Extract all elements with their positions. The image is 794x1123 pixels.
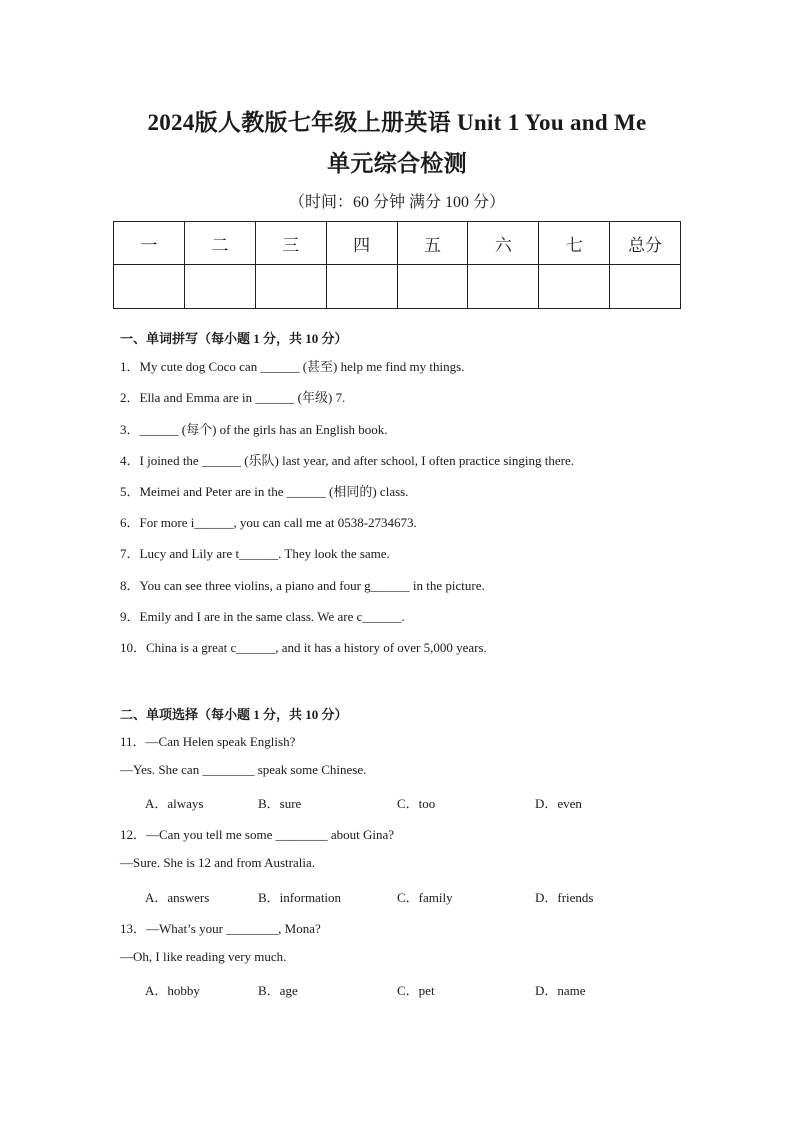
score-header-cell: 总分	[610, 222, 681, 265]
score-table-blank-row	[114, 265, 681, 309]
score-header-cell: 七	[539, 222, 610, 265]
question-item: 4．I joined the ______ (乐队) last year, and after school, I often practice singing there.	[120, 453, 574, 468]
score-blank-cell[interactable]	[114, 265, 185, 309]
score-table	[113, 221, 681, 309]
score-header-cell: 一	[114, 222, 185, 265]
question-stem: 11．—Can Helen speak English?	[120, 734, 296, 749]
option-d[interactable]: D．name	[535, 983, 586, 998]
score-header-cell: 二	[184, 222, 255, 265]
page-title: 2024版人教版七年级上册英语 Unit 1 You and Me	[147, 110, 647, 135]
question-response: —Oh, I like reading very much.	[120, 949, 287, 964]
option-b[interactable]: B．sure	[258, 796, 302, 811]
question-item: 6．For more i______, you can call me at 0538-2734673.	[120, 515, 417, 530]
option-c[interactable]: C．too	[397, 796, 436, 811]
question-item: 3．______ (每个) of the girls has an English book.	[120, 422, 388, 437]
option-b[interactable]: B．information	[258, 890, 342, 905]
option-d[interactable]: D．friends	[535, 890, 594, 905]
option-b[interactable]: B．age	[258, 983, 298, 998]
score-header-cell: 三	[255, 222, 326, 265]
score-header-cell: 六	[468, 222, 539, 265]
option-c[interactable]: C．pet	[397, 983, 435, 998]
section-heading-choice: 二、单项选择（每小题 1 分，共 10 分）	[120, 707, 348, 722]
question-response: —Sure. She is 12 and from Australia.	[120, 855, 315, 870]
question-response: —Yes. She can ________ speak some Chinese.	[120, 762, 367, 777]
score-header-cell: 四	[326, 222, 397, 265]
question-item: 1．My cute dog Coco can ______ (甚至) help me find my things.	[120, 359, 465, 374]
score-blank-cell[interactable]	[326, 265, 397, 309]
score-blank-cell[interactable]	[255, 265, 326, 309]
option-d[interactable]: D．even	[535, 796, 582, 811]
score-blank-cell[interactable]	[610, 265, 681, 309]
score-table-header-row	[114, 222, 681, 265]
page-subtitle-heading: 单元综合检测	[327, 151, 467, 176]
question-item: 9．Emily and I are in the same class. We are c______.	[120, 609, 405, 624]
question-item: 5．Meimei and Peter are in the ______ (相同的) class.	[120, 484, 409, 499]
score-header-cell: 五	[397, 222, 468, 265]
option-a[interactable]: A．always	[145, 796, 204, 811]
question-item: 10．China is a great c______, and it has a history of over 5,000 years.	[120, 640, 487, 655]
score-blank-cell[interactable]	[184, 265, 255, 309]
section-heading-spelling: 一、单词拼写（每小题 1 分，共 10 分）	[120, 331, 348, 346]
option-a[interactable]: A．hobby	[145, 983, 200, 998]
score-blank-cell[interactable]	[397, 265, 468, 309]
option-c[interactable]: C．family	[397, 890, 453, 905]
score-blank-cell[interactable]	[468, 265, 539, 309]
question-item: 2．Ella and Emma are in ______ (年级) 7.	[120, 390, 346, 405]
score-blank-cell[interactable]	[539, 265, 610, 309]
question-item: 7．Lucy and Lily are t______. They look the same.	[120, 546, 390, 561]
question-stem: 13．—What’s your ________, Mona?	[120, 921, 321, 936]
question-stem: 12．—Can you tell me some ________ about Gina?	[120, 827, 395, 842]
question-item: 8．You can see three violins, a piano and four g______ in the picture.	[120, 578, 485, 593]
option-a[interactable]: A．answers	[145, 890, 210, 905]
exam-time-score: （时间：60 分钟 满分 100 分）	[288, 194, 505, 211]
